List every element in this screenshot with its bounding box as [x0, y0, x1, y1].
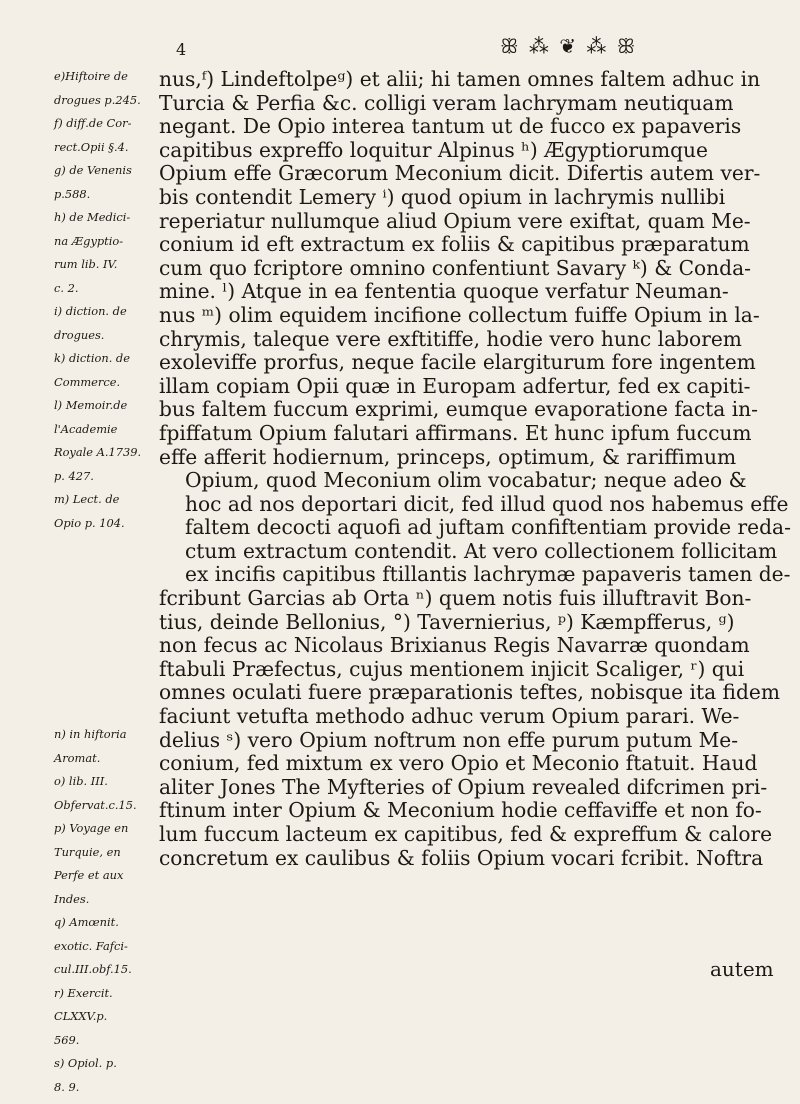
text-line: fcribunt Garcias ab Orta ⁿ) quem notis fuis illuftravit Bon- — [159, 587, 781, 611]
text-line: aliter Jones The Myfteries of Opium revealed difcrimen pri- — [159, 776, 781, 800]
margin-note — [54, 658, 150, 682]
margin-note: p.588. — [54, 188, 150, 212]
margin-notes — [54, 70, 150, 1104]
margin-note: i) diction. de — [54, 305, 150, 329]
text-line: omnes oculati fuere præparationis teftes, nobisque ita fidem — [159, 681, 781, 705]
margin-note: g) de Venenis — [54, 164, 150, 188]
margin-note: 8. 9. — [54, 1081, 150, 1104]
margin-note — [54, 564, 150, 588]
page-number: 4 — [176, 40, 186, 59]
text-line: fpiffatum Opium falutari affirmans. Et hunc ipfum fuccum — [159, 422, 781, 446]
margin-note: 569. — [54, 1034, 150, 1058]
margin-note: rum lib. IV. — [54, 258, 150, 282]
margin-note: r) Exercit. — [54, 987, 150, 1011]
margin-note: o) lib. III. — [54, 775, 150, 799]
margin-note: p) Voyage en — [54, 822, 150, 846]
margin-note — [54, 587, 150, 611]
margin-note: Perfe et aux — [54, 869, 150, 893]
margin-note — [54, 540, 150, 564]
margin-note: e)Hiftoire de — [54, 70, 150, 94]
text-line: conium, fed mixtum ex vero Opio et Meconio ftatuit. Haud — [159, 752, 781, 776]
margin-note: l) Memoir.de — [54, 399, 150, 423]
margin-note — [54, 611, 150, 635]
text-line: effe afferit hodiernum, princeps, optimum, & rariffimum — [159, 446, 781, 470]
margin-note: na Ægyptio- — [54, 235, 150, 259]
text-line: ctum extractum contendit. At vero collectionem follicitam — [159, 540, 781, 564]
margin-note: l'Academie — [54, 423, 150, 447]
text-line: ftinum inter Opium & Meconium hodie ceffaviffe et non fo- — [159, 799, 781, 823]
margin-note: Aromat. — [54, 752, 150, 776]
margin-note: m) Lect. de — [54, 493, 150, 517]
margin-note: rect.Opii §.4. — [54, 141, 150, 165]
margin-note: h) de Medici- — [54, 211, 150, 235]
text-line: lum fuccum lacteum ex capitibus, fed & expreffum & calore — [159, 823, 781, 847]
margin-note: c. 2. — [54, 282, 150, 306]
text-line: illam copiam Opii quæ in Europam adfertur, fed ex capiti- — [159, 375, 781, 399]
text-line: exoleviffe prorfus, neque facile elargiturum fore ingentem — [159, 351, 781, 375]
text-line: concretum ex caulibus & foliis Opium vocari fcribit. Noftra — [159, 847, 781, 871]
text-line: non fecus ac Nicolaus Brixianus Regis Navarræ quondam — [159, 634, 781, 658]
margin-note — [54, 681, 150, 705]
margin-note — [54, 705, 150, 729]
text-line: chrymis, taleque vere exftitiffe, hodie vero hunc laborem — [159, 328, 781, 352]
text-line: faltem decocti aquofi ad juftam confiftentiam provide reda- — [159, 516, 781, 540]
text-line: cum quo fcriptore omnino confentiunt Savary ᵏ) & Conda- — [159, 257, 781, 281]
text-line: mine. ˡ) Atque in ea fententia quoque verfatur Neuman- — [159, 280, 781, 304]
margin-note: drogues. — [54, 329, 150, 353]
margin-note: n) in hiftoria — [54, 728, 150, 752]
text-line: conium id eft extractum ex foliis & capitibus præparatum — [159, 233, 781, 257]
margin-note: exotic. Fafci- — [54, 940, 150, 964]
text-line: Opium effe Græcorum Meconium dicit. Difertis autem ver- — [159, 162, 781, 186]
margin-note: Obfervat.c.15. — [54, 799, 150, 823]
margin-note — [54, 634, 150, 658]
margin-note: CLXXV.p. — [54, 1010, 150, 1034]
margin-note: Turquie, en — [54, 846, 150, 870]
margin-note: Opio p. 104. — [54, 517, 150, 541]
margin-note: k) diction. de — [54, 352, 150, 376]
text-line: faciunt vetufta methodo adhuc verum Opium parari. We- — [159, 705, 781, 729]
catchword: autem — [710, 957, 774, 981]
text-line: tius, deinde Bellonius, °) Tavernierius, ᵖ) Kæmpfferus, ᵍ) — [159, 611, 781, 635]
text-line: bus faltem fuccum exprimi, eumque evaporatione facta in- — [159, 398, 781, 422]
text-line: nus,ᶠ) Lindeftolpeᵍ) et alii; hi tamen omnes faltem adhuc in — [159, 68, 781, 92]
margin-note: f) diff.de Cor- — [54, 117, 150, 141]
text-line: negant. De Opio interea tantum ut de fucco ex papaveris — [159, 115, 781, 139]
text-line: bis contendit Lemery ⁱ) quod opium in lachrymis nullibi — [159, 186, 781, 210]
header-ornament: ꕥ ⁂ ❦ ⁂ ꕥ — [500, 34, 637, 58]
text-line: Opium, quod Meconium olim vocabatur; neque adeo & — [159, 469, 781, 493]
text-line: reperiatur nullumque aliud Opium vere exiftat, quam Me- — [159, 210, 781, 234]
text-line: Turcia & Perfia &c. colligi veram lachrymam neutiquam — [159, 92, 781, 116]
text-line: ex incifis capitibus ftillantis lachrymæ papaveris tamen de- — [159, 563, 781, 587]
text-line: capitibus expreffo loquitur Alpinus ʰ) Ægyptiorumque — [159, 139, 781, 163]
body-text — [159, 68, 781, 870]
margin-note: s) Opiol. p. — [54, 1057, 150, 1081]
margin-note: drogues p.245. — [54, 94, 150, 118]
margin-note: cul.III.obf.15. — [54, 963, 150, 987]
text-line: delius ˢ) vero Opium noftrum non effe purum putum Me- — [159, 729, 781, 753]
text-line: nus ᵐ) olim equidem incifione collectum fuiffe Opium in la- — [159, 304, 781, 328]
margin-note: Commerce. — [54, 376, 150, 400]
margin-note: Royale A.1739. — [54, 446, 150, 470]
text-line: ftabuli Præfectus, cujus mentionem injicit Scaliger, ʳ) qui — [159, 658, 781, 682]
margin-note: q) Amœnit. — [54, 916, 150, 940]
text-line: hoc ad nos deportari dicit, fed illud quod nos habemus effe — [159, 493, 781, 517]
margin-note: p. 427. — [54, 470, 150, 494]
margin-note: Indes. — [54, 893, 150, 917]
